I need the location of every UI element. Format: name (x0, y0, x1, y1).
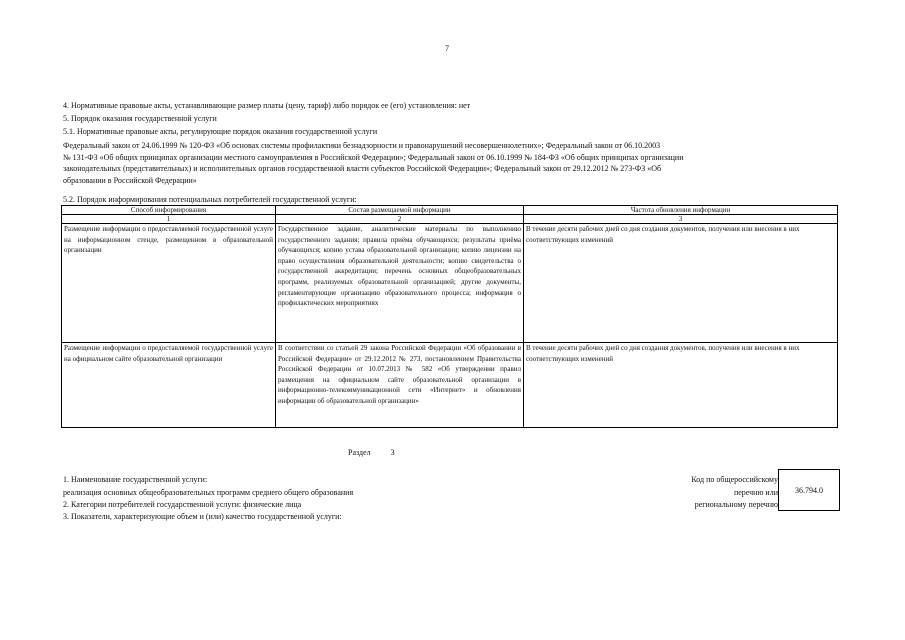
informing-table (61, 205, 838, 428)
table-number-row (62, 215, 838, 224)
law-line: Федеральный закон от 24.06.1999 № 120-ФЗ «Об основах системы профилактики безнадзорности и правонарушений несовершеннолетних»; Федеральный закон от 06.10.2003 (63, 141, 661, 150)
table-row (62, 224, 838, 343)
section-5-service-procedure: 5. Порядок оказания государственной услуги (63, 114, 217, 123)
column-number: 2 (276, 215, 524, 224)
cell-method: Размещение информации о предоставляемой государственной услуге на официальном сайте образовательной организации (62, 343, 276, 428)
service-indicators: 3. Показатели, характеризующие объем и (или) качество государственной услуги: (63, 512, 342, 521)
section-4-normative-acts-payment: 4. Нормативные правовые акты, устанавливающие размер платы (цену, тариф) либо порядок ее (его) установления: нет (63, 101, 471, 110)
code-label-line: Код по общероссийскому (691, 475, 778, 484)
service-name-value: реализация основных общеобразовательных программ среднего общего образования (63, 488, 354, 497)
column-header-content: Состав размещаемой информации (276, 206, 524, 215)
cell-content: Государственное задание, аналитические материалы по выполнению государственного задания; правила приёма обучающихся; результаты приёма обучающихся; копию устава образовательной организации; копию лицензии на право осуществления образовательной деятельности; копию свидетельства о государственной аккредитации; перечень основных общеобразовательных программ, реализуемых образовательной организацией; другие документы, регламентирующие организацию образовательного процесса; информация о профилактических мероприятиях (276, 224, 524, 343)
registry-code-value: 36.794.0 (795, 485, 823, 495)
column-header-method: Способ информирования (62, 206, 276, 215)
section-heading (348, 448, 395, 457)
law-line: законодательных (представительных) и исполнительных органов государственной власти субъектов Российской Федерации»; Федеральный закон от 29.12.2012 № 273-ФЗ «Об (63, 164, 662, 173)
law-line: № 131-ФЗ «Об общих принципах организации местного самоуправления в Российской Федерации»; Федеральный закон от 06.10.1999 № 184-ФЗ «Об общих принципах организации (63, 152, 684, 162)
cell-method: Размещение информации о предоставляемой государственной услуге на информационном стенде, размещенном в образовательной организации (62, 224, 276, 343)
column-number: 1 (62, 215, 276, 224)
service-name-label: 1. Наименование государственной услуги: (63, 475, 208, 484)
law-line: образовании в Российской Федерации» (63, 175, 197, 185)
section-5-2-informing-order: 5.2. Порядок информирования потенциальных потребителей государственной услуги: (63, 195, 357, 204)
cell-frequency: В течение десяти рабочих дней со дня создания документов, получения или внесения в них соответствующих изменений (524, 343, 838, 428)
section-5-1-normative-acts: 5.1. Нормативные правовые акты, регулирующие порядок оказания государственной услуги (63, 127, 378, 136)
table-header-row (62, 206, 838, 215)
section-number: 3 (390, 448, 395, 457)
code-label-line: перечню или (733, 488, 778, 497)
table-row (62, 343, 838, 428)
consumer-category: 2. Категории потребителей государственной услуги: физические лица (63, 500, 302, 509)
column-header-frequency: Частота обновления информации (524, 206, 838, 215)
normative-acts-list (63, 140, 863, 186)
registry-code-box (778, 469, 840, 511)
page-number: 7 (445, 44, 449, 53)
column-number: 3 (524, 215, 838, 224)
section-label: Раздел (348, 448, 371, 457)
cell-frequency: В течение десяти рабочих дней со дня создания документов, получения или внесения в них соответствующих изменений (524, 224, 838, 343)
cell-content: В соответствии со статьей 29 закона Российской Федерации «Об образовании в Российской Федерации» от 29.12.2012 № 273, постановлением Правительства Российской Федерации от 10.07.2013 № 582 «Об утверждении правил размещения на официальном сайте образовательной организации в информационно-телекоммуникационной сети «Интернет» и обновления информации об образовательной организации» (276, 343, 524, 428)
code-label-line: региональному перечню (694, 500, 778, 509)
